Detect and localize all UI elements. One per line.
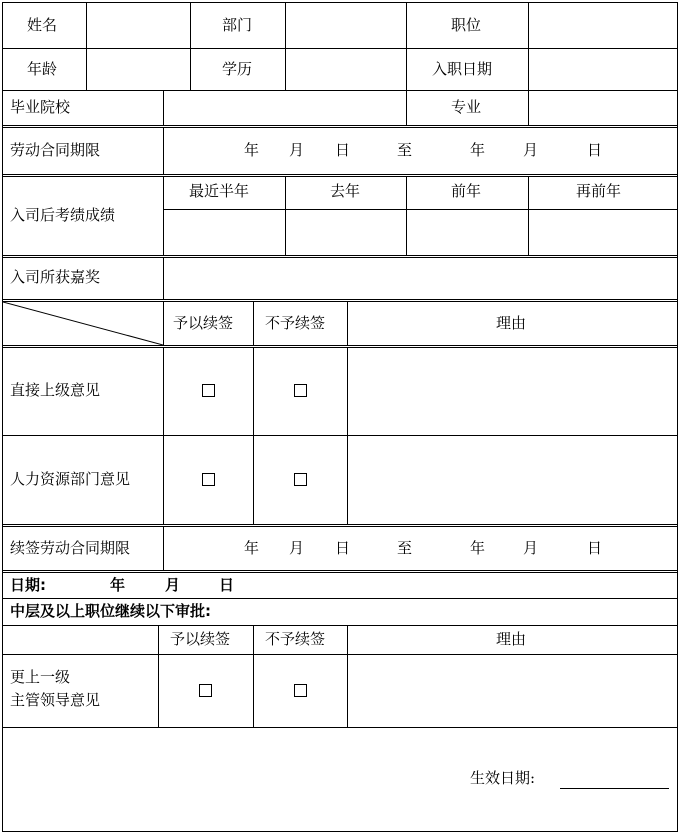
major-field[interactable] xyxy=(529,91,676,125)
rule xyxy=(347,301,348,345)
rule xyxy=(2,570,678,571)
hire-date-field[interactable] xyxy=(529,49,676,90)
renew-header: 予以续签 xyxy=(173,314,234,332)
date-month-text: 月 xyxy=(523,141,539,159)
education-label: 学历 xyxy=(222,60,253,78)
renewal-term-label: 续签劳动合同期限 xyxy=(10,539,131,557)
performance-label: 入司后考绩成绩 xyxy=(10,206,116,224)
rule xyxy=(158,625,159,727)
supervisor-opinion-label: 直接上级意见 xyxy=(10,381,101,399)
awards-label: 入司所获嘉奖 xyxy=(10,268,101,286)
reason-header: 理由 xyxy=(496,314,527,332)
date-year-text: 年 xyxy=(244,539,260,557)
date-year-text: 年 xyxy=(470,539,486,557)
date-year-text: 年 xyxy=(470,141,486,159)
date-day-text: 日 xyxy=(587,539,603,557)
perf-input-year-before[interactable] xyxy=(407,210,528,255)
perf-col-recent-half: 最近半年 xyxy=(189,182,250,200)
hr-reason-field[interactable] xyxy=(348,436,677,524)
date-to-text: 至 xyxy=(397,539,413,557)
hr-no-renew-checkbox[interactable] xyxy=(294,473,307,486)
name-label: 姓名 xyxy=(27,16,58,34)
rule xyxy=(2,176,678,177)
renew-header: 予以续签 xyxy=(170,630,231,648)
date-day-text: 日 xyxy=(335,539,351,557)
rule xyxy=(2,174,678,175)
perf-col-two-years-before: 再前年 xyxy=(576,182,622,200)
rule xyxy=(2,299,678,300)
rule xyxy=(2,598,678,599)
senior-opinion-label-line2: 主管领导意见 xyxy=(10,691,101,709)
school-label: 毕业院校 xyxy=(10,98,71,116)
date-month-text: 月 xyxy=(165,576,181,594)
position-label: 职位 xyxy=(451,16,482,34)
senior-opinion-label-line1: 更上一级 xyxy=(10,668,71,686)
supervisor-reason-field[interactable] xyxy=(348,348,677,435)
hr-renew-checkbox[interactable] xyxy=(202,473,215,486)
rule xyxy=(2,255,678,256)
date-month-text: 月 xyxy=(523,539,539,557)
date-day-text: 日 xyxy=(587,141,603,159)
date-label: 日期: xyxy=(10,576,46,594)
date-day-text: 日 xyxy=(219,576,235,594)
date-to-text: 至 xyxy=(397,141,413,159)
border-right xyxy=(677,2,678,832)
hire-date-label: 入职日期 xyxy=(432,60,493,78)
rule xyxy=(2,524,678,525)
senior-no-renew-checkbox[interactable] xyxy=(294,684,307,697)
date-month-text: 月 xyxy=(289,141,305,159)
senior-reason-field[interactable] xyxy=(348,655,677,727)
rule xyxy=(163,301,164,345)
reason-header: 理由 xyxy=(496,630,527,648)
dept-label: 部门 xyxy=(222,16,253,34)
rule xyxy=(2,125,678,126)
dept-field[interactable] xyxy=(286,3,405,48)
position-field[interactable] xyxy=(529,3,676,48)
rule xyxy=(2,572,678,573)
rule xyxy=(163,347,164,524)
perf-col-year-before: 前年 xyxy=(451,182,482,200)
perf-input-last-year[interactable] xyxy=(286,210,406,255)
rule xyxy=(2,625,678,626)
border-left xyxy=(2,2,3,832)
supervisor-no-renew-checkbox[interactable] xyxy=(294,384,307,397)
hr-opinion-label: 人力资源部门意见 xyxy=(10,470,131,488)
age-label: 年龄 xyxy=(27,60,58,78)
no-renew-header: 不予续签 xyxy=(265,314,326,332)
rule xyxy=(253,347,254,524)
date-month-text: 月 xyxy=(289,539,305,557)
rule xyxy=(190,2,191,90)
date-day-text: 日 xyxy=(335,141,351,159)
school-field[interactable] xyxy=(164,91,405,125)
contract-term-label: 劳动合同期限 xyxy=(10,141,101,159)
date-year-text: 年 xyxy=(110,576,126,594)
rule xyxy=(2,345,678,346)
supervisor-renew-checkbox[interactable] xyxy=(202,384,215,397)
effective-date-label: 生效日期: xyxy=(470,769,536,787)
date-year-text: 年 xyxy=(244,141,260,159)
rule xyxy=(406,2,407,125)
no-renew-header: 不予续签 xyxy=(265,630,326,648)
age-field[interactable] xyxy=(87,49,189,90)
awards-field[interactable] xyxy=(164,258,677,299)
perf-input-two-years-before[interactable] xyxy=(529,210,677,255)
rule xyxy=(253,625,254,727)
perf-input-recent-half[interactable] xyxy=(164,210,285,255)
education-field[interactable] xyxy=(286,49,405,90)
approval-note: 中层及以上职位继续以下审批: xyxy=(10,602,211,620)
diagonal-slash xyxy=(3,302,163,345)
senior-renew-checkbox[interactable] xyxy=(199,684,212,697)
effective-date-field[interactable] xyxy=(560,768,669,789)
rule xyxy=(2,727,678,728)
border-bottom xyxy=(2,831,678,832)
perf-col-last-year: 去年 xyxy=(330,182,361,200)
major-label: 专业 xyxy=(451,98,482,116)
rule xyxy=(253,301,254,345)
name-field[interactable] xyxy=(87,3,189,48)
